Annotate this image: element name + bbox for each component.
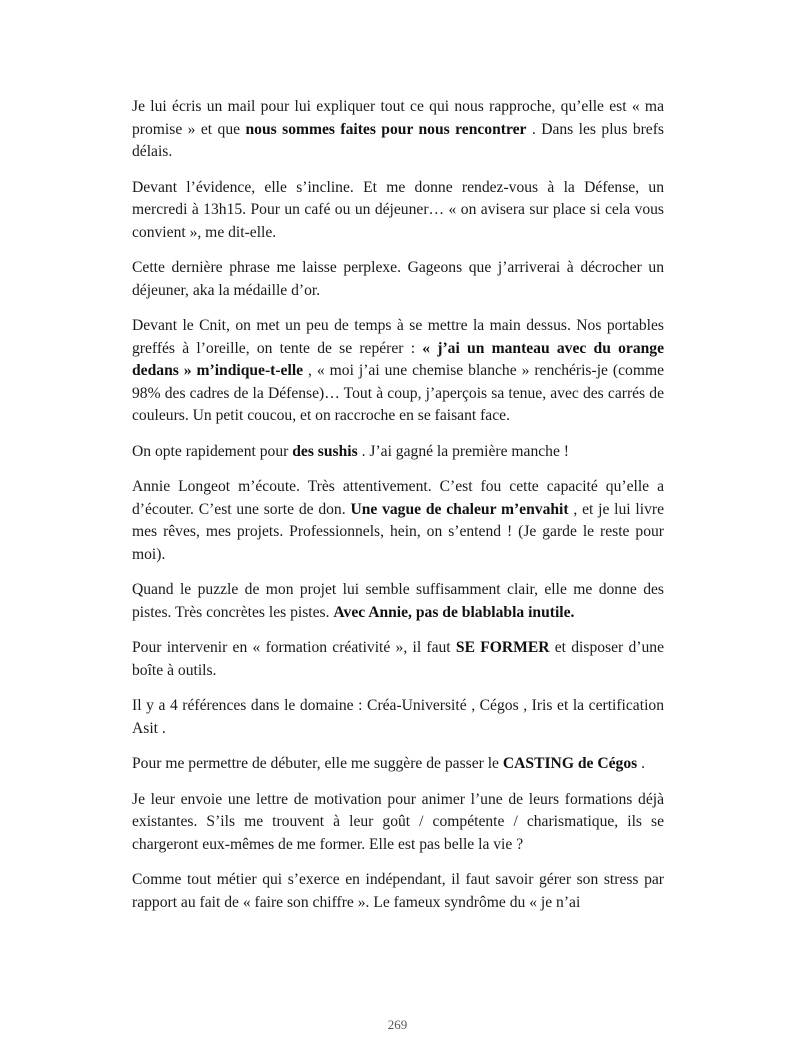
text-run: . xyxy=(641,755,645,772)
text-run: Devant l’évidence, elle s’incline. Et me donne rendez-vous à la Défense, un mercredi à 13h15. Pour un café ou un déjeuner… « on avisera sur place si cela vous convient », me dit-elle. xyxy=(132,178,664,241)
paragraph-1 xyxy=(132,96,664,164)
text-run: et disposer d’une boîte à outils. xyxy=(132,639,664,679)
text-run: Il y a 4 références dans le domaine : Créa-Université , Cégos , Iris et la certification Asit . xyxy=(132,697,664,737)
paragraph-7 xyxy=(132,579,664,624)
bold-run: Avec Annie, pas de blablabla inutile. xyxy=(333,603,575,621)
page-number: 269 xyxy=(387,1017,408,1032)
bold-run: « j’ai un manteau avec du orange dedans » m’indique-t-elle xyxy=(132,339,665,379)
paragraph-2 xyxy=(132,177,664,245)
paragraph-10 xyxy=(132,753,664,776)
paragraph-8 xyxy=(132,637,664,682)
bold-run: des sushis xyxy=(292,442,358,460)
text-run: On opte rapidement pour xyxy=(132,442,289,460)
text-run: . Dans les plus brefs délais. xyxy=(132,120,664,160)
text-run: Comme tout métier qui s’exerce en indépendant, il faut savoir gérer son stress par rapport au fait de « faire son chiffre ». Le fameux syndrôme du « je n’ai xyxy=(132,871,664,911)
paragraph-4 xyxy=(132,315,664,428)
bold-run: CASTING de Cégos xyxy=(502,755,638,772)
bold-run: nous sommes faites pour nous rencontrer xyxy=(245,120,527,138)
paragraph-9 xyxy=(132,695,664,740)
text-run: . J’ai gagné la première manche ! xyxy=(361,442,569,460)
text-run: Quand le puzzle de mon projet lui semble suffisamment clair, elle me donne des pistes. Très concrètes les pistes. xyxy=(132,581,664,621)
text-run: Pour me permettre de débuter, elle me suggère de passer le xyxy=(132,755,499,772)
paragraph-12 xyxy=(132,869,664,914)
bold-run: SE FORMER xyxy=(455,639,550,656)
text-run: , et je lui livre mes rêves, mes projets. Professionnels, hein, on s’entend ! (Je garde le reste pour moi). xyxy=(132,500,664,563)
paragraph-6 xyxy=(132,476,664,566)
text-run: Pour intervenir en « formation créativité », il faut xyxy=(132,639,451,656)
text-run: Annie Longeot m’écoute. Très attentivement. C’est fou cette capacité qu’elle a d’écouter. C’est une sorte de don. xyxy=(132,478,664,518)
paragraph-3 xyxy=(132,257,664,302)
text-run: Je lui écris un mail pour lui expliquer tout ce qui nous rapproche, qu’elle est « ma promise » et que xyxy=(132,98,664,138)
page-body xyxy=(132,96,664,927)
paragraph-5 xyxy=(132,441,664,464)
text-run: Cette dernière phrase me laisse perplexe. Gageons que j’arriverai à décrocher un déjeuner, aka la médaille d’or. xyxy=(132,259,664,299)
paragraph-11 xyxy=(132,789,664,857)
text-run: Je leur envoie une lettre de motivation pour animer l’une de leurs formations déjà existantes. S’ils me trouvent à leur goût / compétente / charismatique, ils se chargeront eux-mêmes de me former. Elle est pas belle la vie ? xyxy=(132,790,664,853)
bold-run: Une vague de chaleur m’envahit xyxy=(350,500,569,518)
text-run: Devant le Cnit, on met un peu de temps à se mettre la main dessus. Nos portables greffés à l’oreille, on tente de se repérer : xyxy=(132,317,664,357)
text-run: , « moi j’ai une chemise blanche » renchéris-je (comme 98% des cadres de la Défense)… Tout à coup, j’aperçois sa tenue, avec des carrés de couleurs. Un petit coucou, et on raccroche en se faisant face. xyxy=(132,362,664,424)
